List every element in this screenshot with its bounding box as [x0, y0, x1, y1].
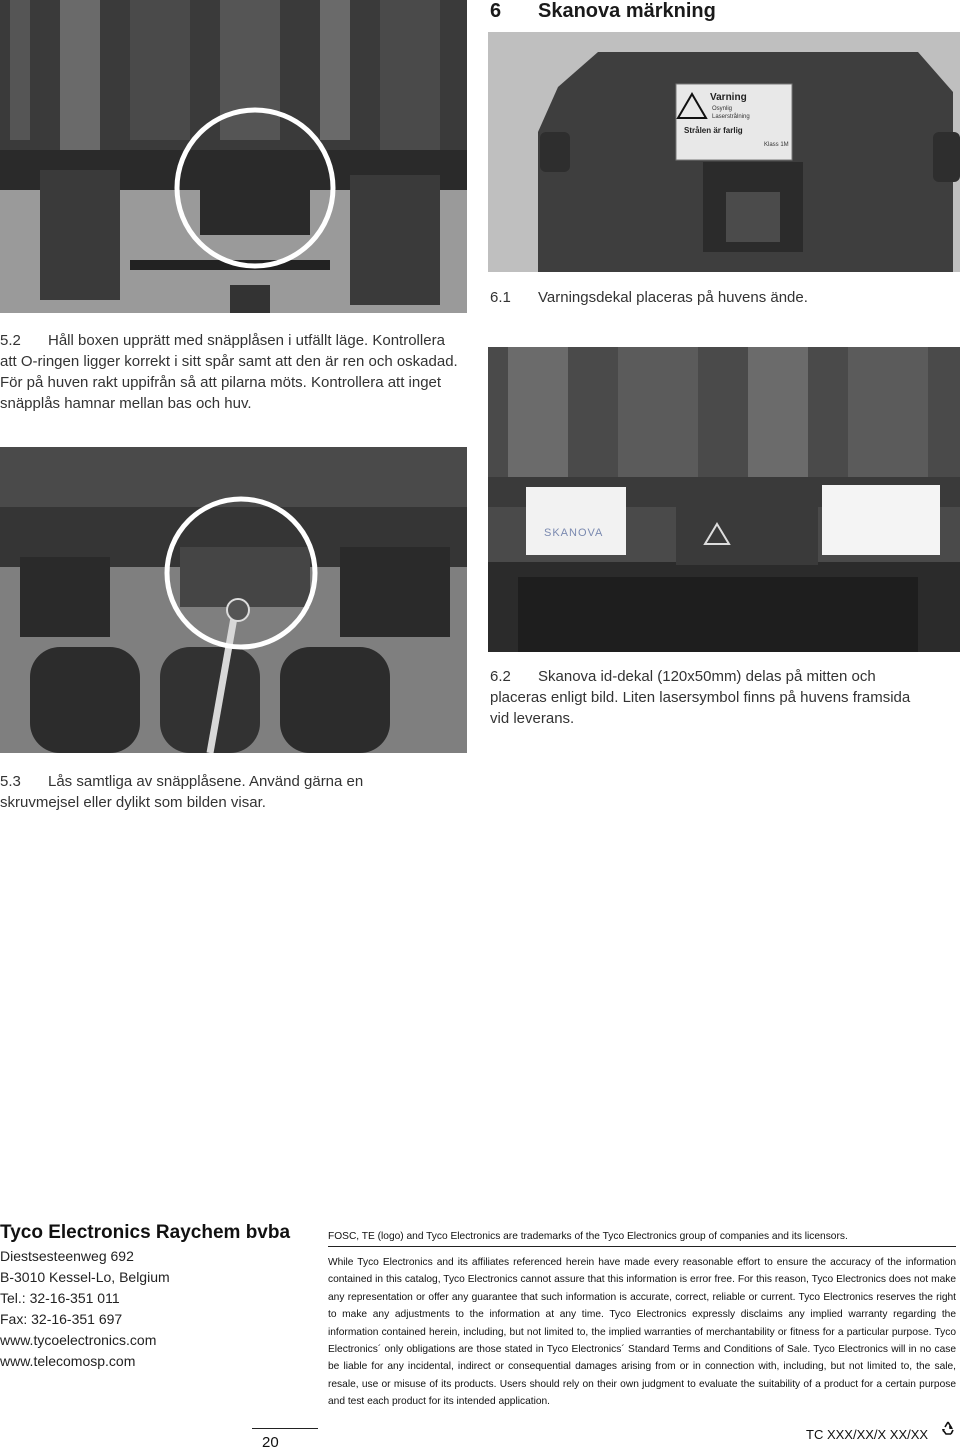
caption-6-2 [490, 666, 930, 729]
footer-divider [328, 1246, 956, 1247]
section-number: 6 [490, 0, 502, 22]
recycle-icon [940, 1420, 956, 1436]
caption-6-2-text: Skanova id-dekal (120x50mm) delas på mitten och placeras enligt bild. Liten lasersymbol finns på huvens framsida vid leverans. [490, 668, 911, 727]
caption-5-2 [0, 330, 460, 414]
photo-screwdriver-locking [0, 447, 467, 753]
page-number-rule [252, 1428, 318, 1429]
warning-label-text-4: Strålen är farlig [684, 126, 743, 135]
caption-6-2-number: 6.2 [490, 668, 511, 685]
footer-phone: Tel.: 32-16-351 011 [0, 1290, 120, 1306]
footer-trademark: FOSC, TE (logo) and Tyco Electronics are trademarks of the Tyco Electronics group of companies and its licensors. [328, 1231, 848, 1242]
caption-6-1-number: 6.1 [490, 289, 511, 306]
section-title [490, 0, 716, 23]
footer-website-link[interactable]: www.tycoelectronics.com [0, 1332, 157, 1348]
skanova-sticker-text: SKANOVA [544, 527, 604, 539]
photo-warning-label [488, 32, 960, 272]
caption-5-2-text: Håll boxen upprätt med snäpplåsen i utfällt läge. Kontrollera att O-ringen ligger korrekt i sitt spår samt att den är ren och oskadad. För på huven rakt uppifrån så att pilarna möts. Kontrollera att inget snäpplås hamnar mellan bas och huv. [0, 332, 458, 412]
photo-skanova-sticker [488, 347, 960, 652]
document-code: TC XXX/XX/X XX/XX [806, 1427, 929, 1442]
footer-company-name: Tyco Electronics Raychem bvba [0, 1222, 291, 1243]
warning-label-text-1: Varning [710, 92, 747, 103]
warning-label-text-5: Klass 1M [764, 142, 789, 148]
caption-5-3-text: Lås samtliga av snäpplåsene. Använd gärna en skruvmejsel eller dylikt som bilden visar. [0, 773, 364, 811]
warning-label-text-3: Laserstrålning [712, 114, 750, 120]
warning-label-text-2: Osynlig [712, 106, 733, 112]
footer-disclaimer: While Tyco Electronics and its affiliates referenced herein have made every reasonable effort to ensure the accuracy of the information contained in this catalog, Tyco Electronics cannot assure that this information is error free. For this reason, Tyco Electronics does not make any representation or offer any guarantee that such information is accurate, correct, reliable or current. Tyco Electronics reserves the right to make any adjustments to the information at any time. Tyco Electronics expressly disclaims any implied warranty regarding the information contained herein, including, but not limited to, the implied warranties of merchantability or fitness for a particular purpose. Tyco Electronics´ only obligations are those stated in Tyco Electronics´ Standard Terms and Conditions of Sale. Tyco Electronics will in no case be liable for any incidental, indirect or consequential damages arising from or in connection with, including, but not limited to, the sale, resale, use or misuse of its products. Users should rely on their own judgment to evaluate the suitability of a product for a certain purpose and test each product for its intended application. [328, 1257, 956, 1408]
footer-address-street: Diestsesteenweg 692 [0, 1248, 134, 1264]
caption-5-3-number: 5.3 [0, 773, 21, 790]
footer-website-link-2[interactable]: www.telecomosp.com [0, 1353, 136, 1369]
caption-6-1-text: Varningsdekal placeras på huvens ände. [538, 289, 808, 306]
caption-5-2-number: 5.2 [0, 332, 21, 349]
section-title-text: Skanova märkning [538, 0, 716, 22]
caption-5-3 [0, 771, 420, 813]
footer-address-city: B-3010 Kessel-Lo, Belgium [0, 1269, 170, 1285]
page-number: 20 [262, 1434, 279, 1451]
footer-address-block [0, 1246, 300, 1372]
photo-box-clips-open [0, 0, 467, 313]
caption-6-1 [490, 287, 950, 308]
footer-fax: Fax: 32-16-351 697 [0, 1311, 123, 1327]
